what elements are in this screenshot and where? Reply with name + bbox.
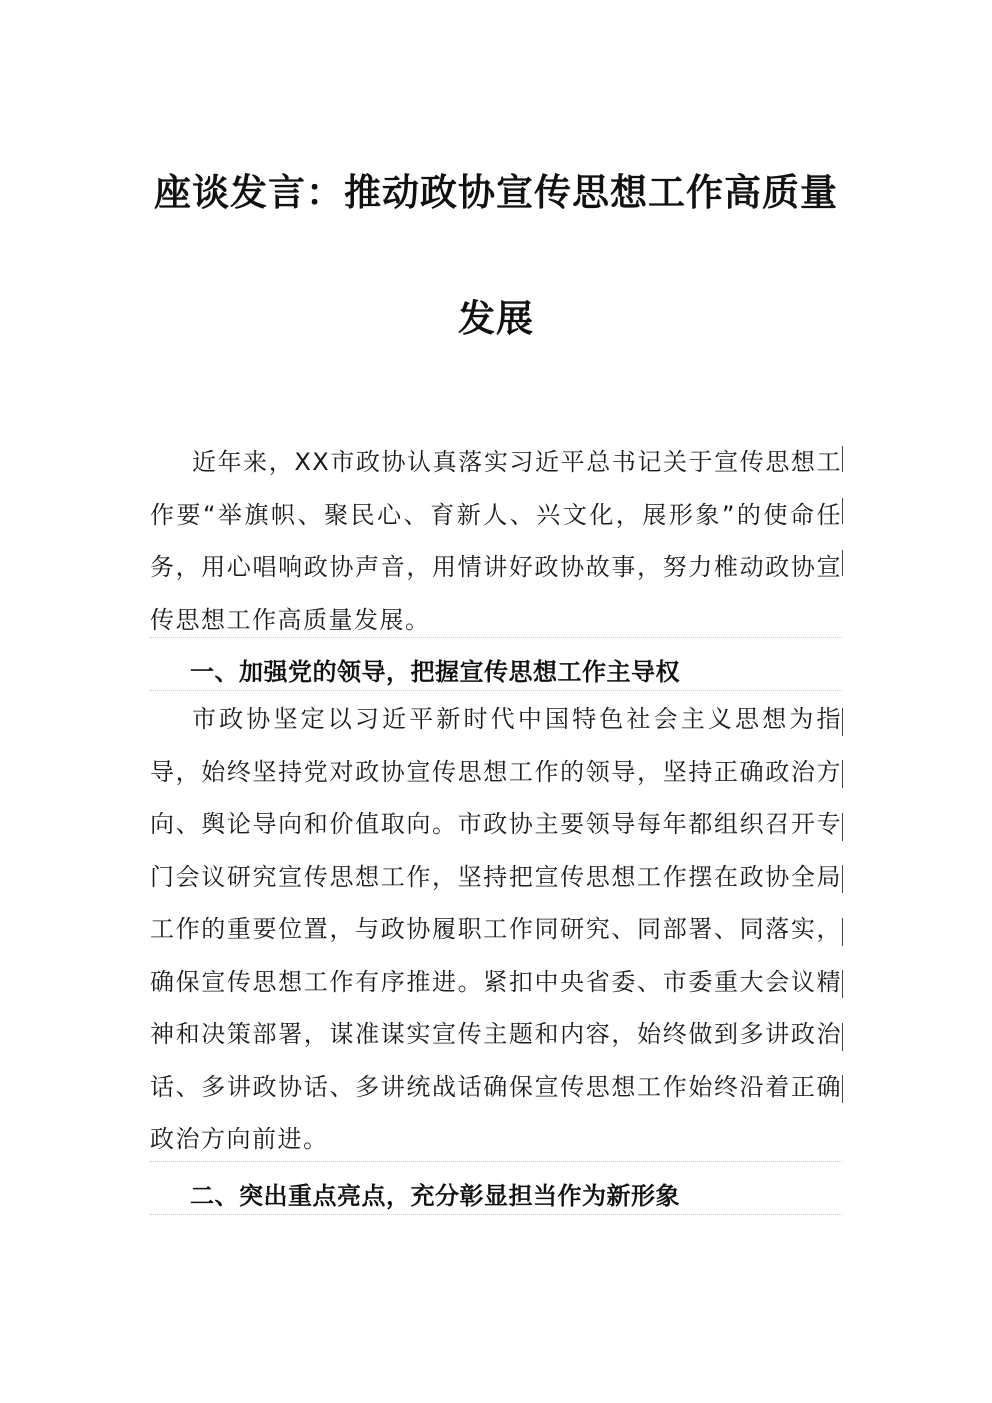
dotted-divider bbox=[150, 1214, 842, 1215]
intro-paragraph: 近年来，XX市政协认真落实习近平总书记关于宣传思想工作要“举旗帜、聚民心、育新人、兴文化，展形象”的使命任务，用心唱响政协声音，用情讲好政协故事，努力椎动政协宣传思想工作高质量发展。 bbox=[150, 448, 842, 634]
dotted-divider bbox=[150, 690, 842, 691]
document-title-line-2: 发展 bbox=[458, 297, 534, 340]
section-1-paragraph: 市政协坚定以习近平新时代中国特色社会主义思想为指导，始终坚持党对政协宣传思想工作的领导，坚持正确政治方向、舆论导向和价值取向。市政协主要领导每年都组织召开专门会议研究宣传思想工作，坚持把宣传思想工作摆在政协全局工作的重要位置，与政协履职工作同研究、同部署、同落实，确保宣传思想工作有序推进。紧扣中央省委、市委重大会议精神和决策部署，谋准谋实宣传主题和内容，始终做到多讲政治话、多讲政协话、多讲统战话确保宣传思想工作始终沿着正确政治方向前进。 bbox=[150, 705, 842, 1153]
margin-marker bbox=[842, 970, 843, 998]
margin-marker bbox=[842, 760, 843, 788]
margin-marker bbox=[842, 865, 843, 893]
document-title-line-1: 座谈发言：推动政协宣传思想工作高质量 bbox=[154, 171, 838, 214]
margin-marker bbox=[842, 813, 843, 841]
margin-marker bbox=[842, 1023, 843, 1051]
margin-marker bbox=[842, 446, 843, 472]
section-heading-2: 二、突出重点亮点，充分彰显担当作为新形象 bbox=[190, 1182, 680, 1210]
section-heading-1: 一、加强党的领导，把握宣传思想工作主导权 bbox=[190, 658, 680, 686]
margin-marker bbox=[842, 918, 843, 946]
margin-marker bbox=[842, 708, 843, 736]
dotted-divider bbox=[150, 637, 842, 638]
dotted-divider bbox=[150, 1161, 842, 1162]
margin-marker bbox=[842, 498, 843, 524]
margin-marker bbox=[842, 550, 843, 576]
margin-marker bbox=[842, 1075, 843, 1103]
